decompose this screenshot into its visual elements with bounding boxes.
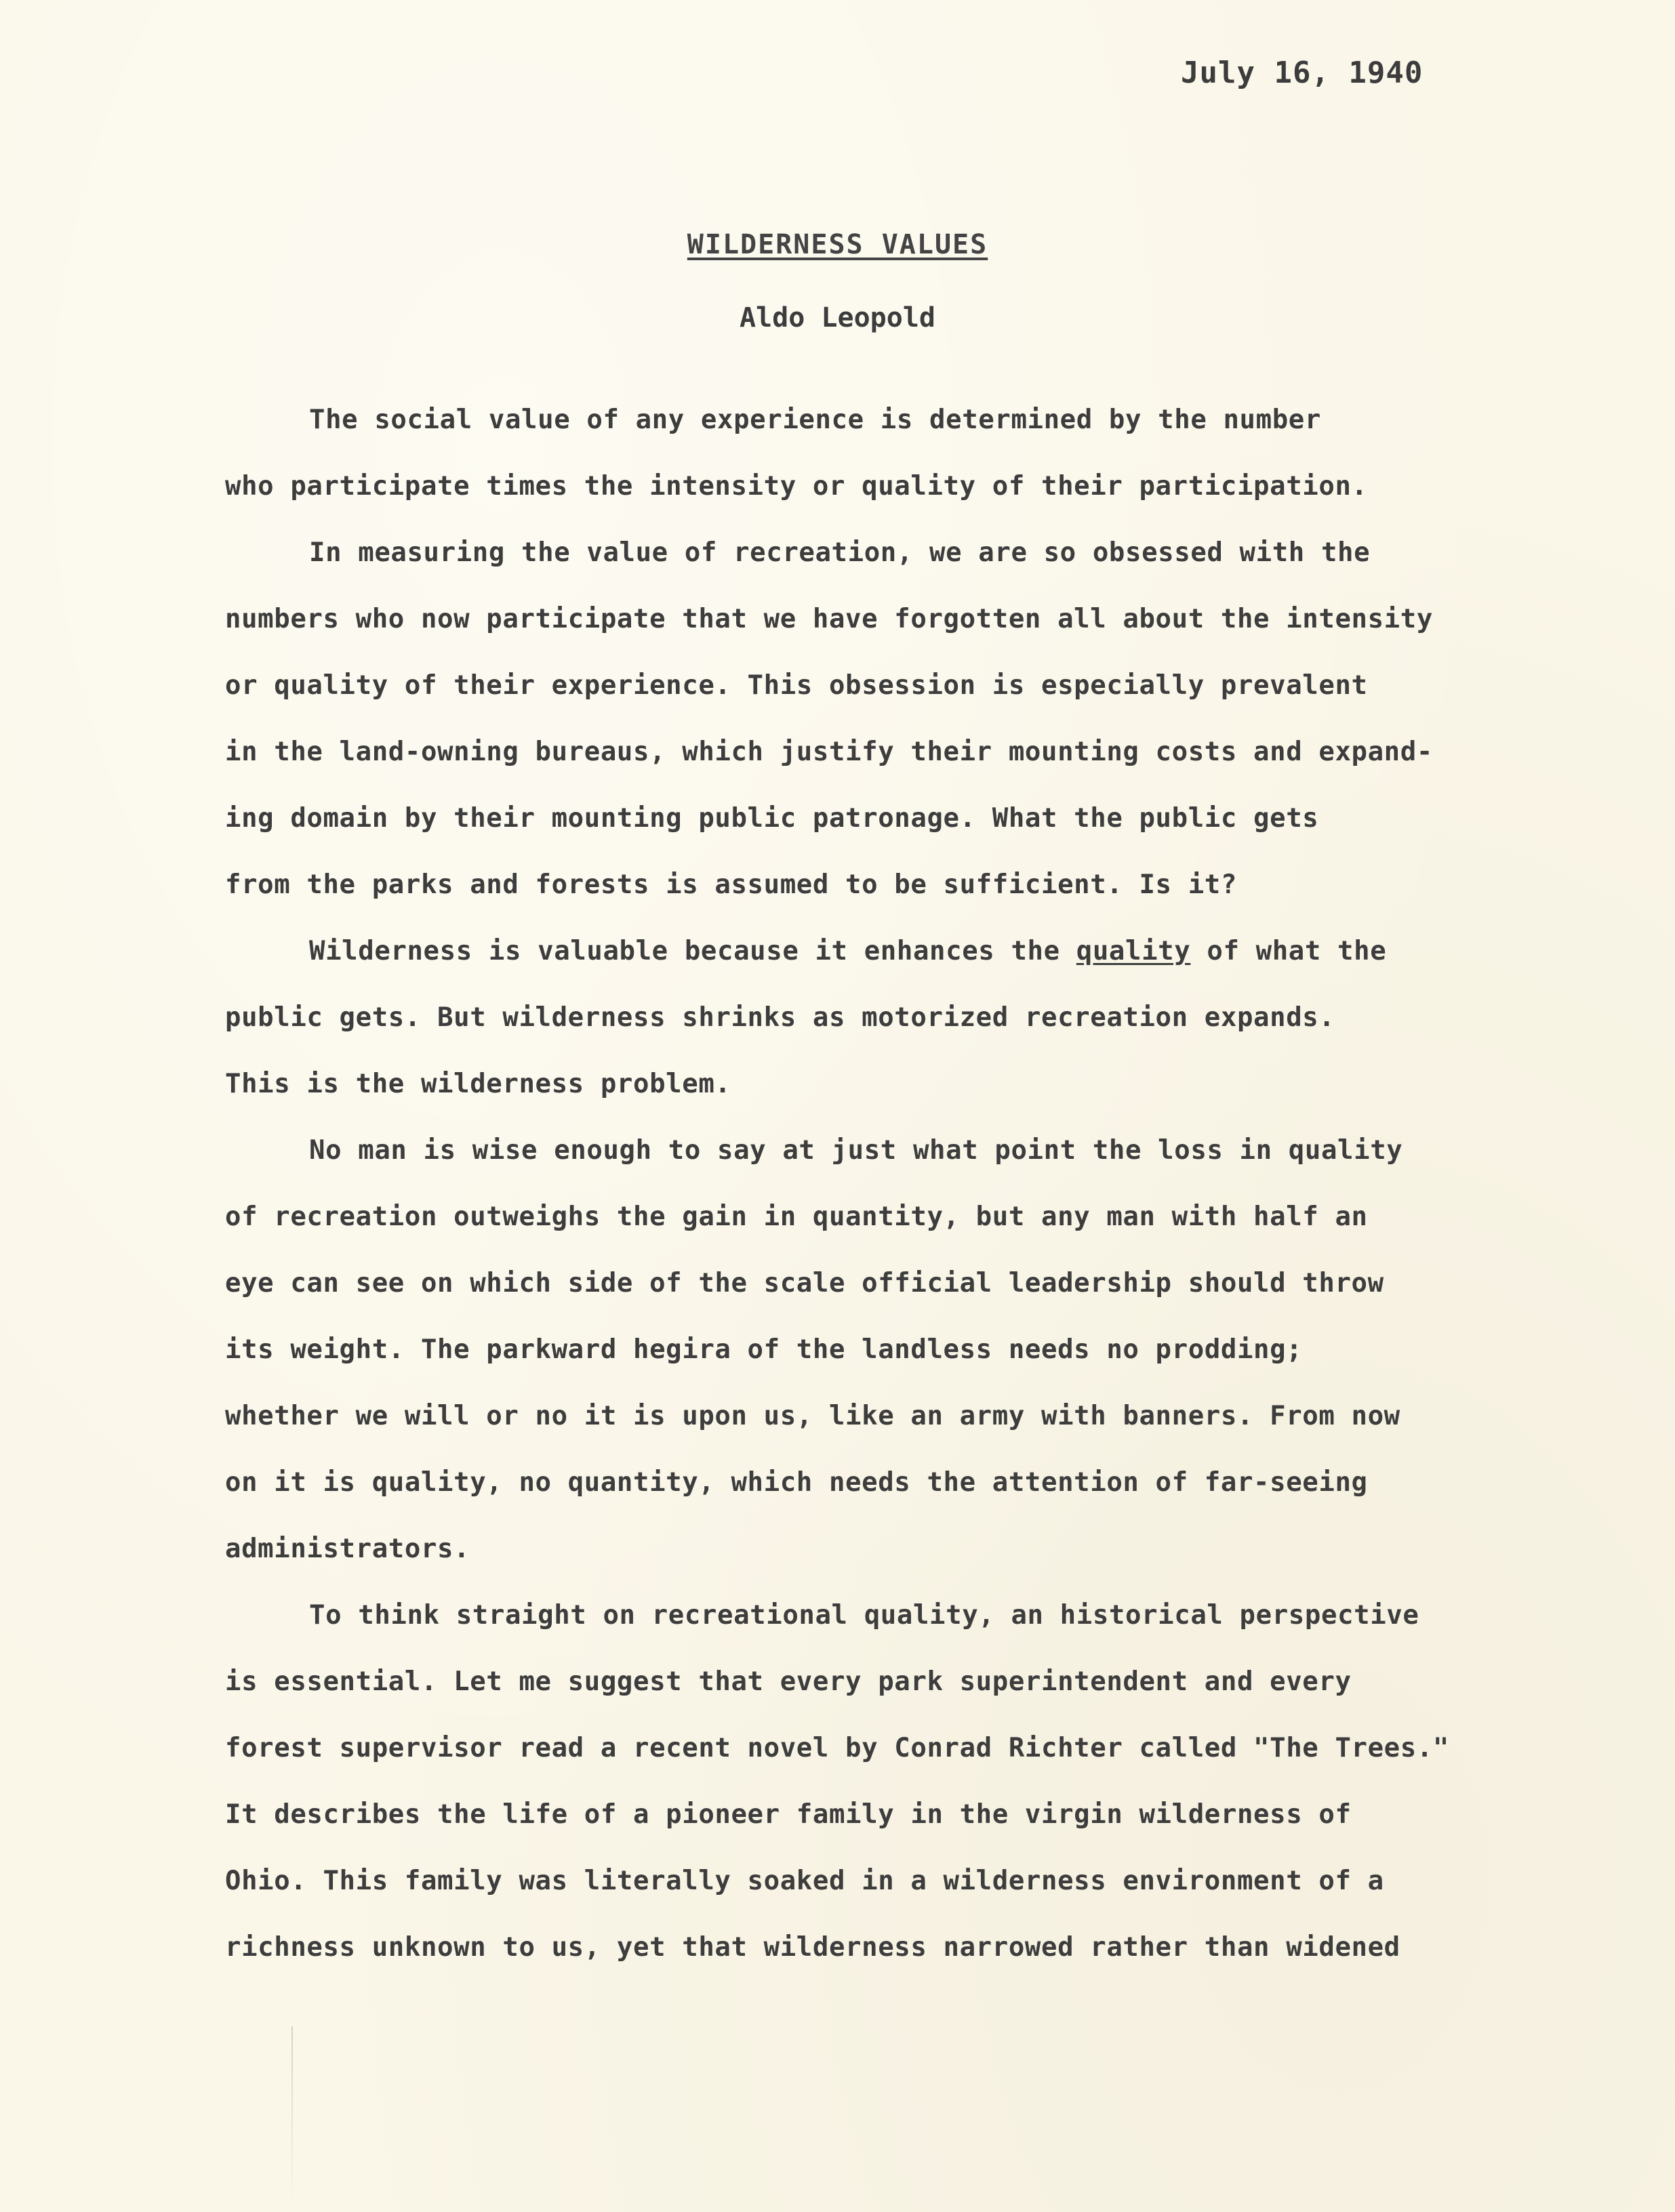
text-line: numbers who now participate that we have forgotten all about the intensity [225, 604, 1433, 634]
text-line: To think straight on recreational quality, an historical perspective [309, 1600, 1419, 1631]
text-line: on it is quality, no quantity, which needs the attention of far-seeing [225, 1467, 1368, 1498]
text-line: administrators. [225, 1534, 470, 1564]
text-line: No man is wise enough to say at just what point the loss in quality [309, 1135, 1403, 1166]
text-line: is essential. Let me suggest that every park superintendent and every [225, 1666, 1352, 1697]
text-line: richness unknown to us, yet that wilderness narrowed rather than widened [225, 1932, 1400, 1963]
text-line: It describes the life of a pioneer family in the virgin wilderness of [225, 1799, 1352, 1830]
text-line: The social value of any experience is determined by the number [309, 405, 1321, 435]
document-title: WILDERNESS VALUES [687, 229, 988, 260]
body-text [225, 404, 1486, 1998]
text-line: forest supervisor read a recent novel by Conrad Richter called "The Trees." [225, 1733, 1449, 1763]
text-line: Ohio. This family was literally soaked in a wilderness environment of a [225, 1866, 1384, 1896]
text-line: public gets. But wilderness shrinks as motorized recreation expands. [225, 1002, 1335, 1033]
text-line: who participate times the intensity or quality of their participation. [225, 471, 1368, 501]
paper-crease [291, 2026, 293, 2203]
document-date: July 16, 1940 [1181, 56, 1424, 90]
underlined-word: quality [1076, 936, 1191, 966]
text-line: its weight. The parkward hegira of the landless needs no prodding; [225, 1334, 1303, 1365]
text-line: In measuring the value of recreation, we are so obsessed with the [309, 537, 1371, 568]
text-line-with-underline [225, 935, 1486, 1002]
text-line: eye can see on which side of the scale official leadership should throw [225, 1268, 1384, 1298]
text-line: or quality of their experience. This obsession is especially prevalent [225, 670, 1368, 701]
text-line: of recreation outweighs the gain in quantity, but any man with half an [225, 1202, 1368, 1232]
text-segment: Wilderness is valuable because it enhances the [309, 936, 1076, 966]
text-line: This is the wilderness problem. [225, 1069, 731, 1099]
text-line: from the parks and forests is assumed to be sufficient. Is it? [225, 869, 1237, 900]
text-segment: of what the [1190, 936, 1387, 966]
text-line: in the land-owning bureaus, which justify their mounting costs and expand- [225, 737, 1433, 767]
text-line: ing domain by their mounting public patronage. What the public gets [225, 803, 1319, 834]
text-line: whether we will or no it is upon us, like an army with banners. From now [225, 1401, 1400, 1431]
document-author: Aldo Leopold [740, 302, 935, 333]
